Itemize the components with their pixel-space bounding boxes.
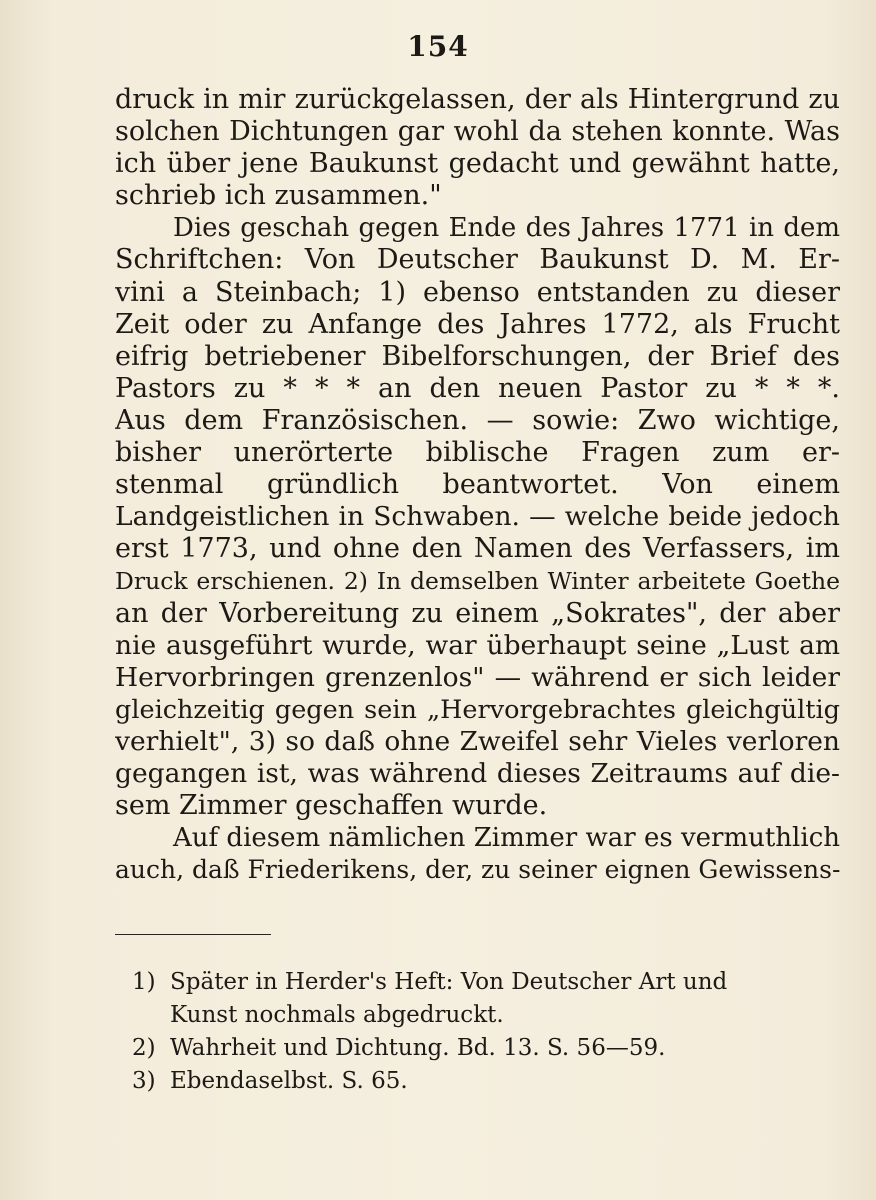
text-line: Aus dem Französischen. — sowie: Zwo wichtige, — [115, 404, 840, 436]
text-line: druck in mir zurückgelassen, der als Hintergrund zu — [115, 84, 840, 115]
text-line: Pastors zu * * * an den neuen Pastor zu * * *. — [115, 372, 840, 404]
footnote-2 — [132, 1032, 840, 1065]
text-line: Zeit oder zu Anfange des Jahres 1772, als Frucht — [115, 308, 840, 340]
text-line: solchen Dichtungen gar wohl da stehen konnte. Was — [115, 116, 840, 148]
text-line: erst 1773, und ohne den Namen des Verfassers, im — [115, 533, 840, 565]
text-line: Druck erschienen. 2) In demselben Winter arbeitete Goethe — [115, 567, 840, 596]
text-line: gleichzeitig gegen sein „Hervorgebrachtes gleichgültig — [115, 694, 840, 725]
text-line: schrieb ich zusammen." — [115, 180, 442, 212]
text-line: an der Vorbereitung zu einem „Sokrates", der aber — [115, 597, 840, 629]
text-line: Landgeistlichen in Schwaben. — welche beide jedoch — [115, 501, 840, 533]
body-text — [115, 84, 840, 886]
text-line: bisher unerörterte biblische Fragen zum er- — [115, 437, 840, 469]
text-line: ich über jene Baukunst gedacht und gewähnt hatte, — [115, 148, 840, 180]
text-line: Dies geschah gegen Ende des Jahres 1771 in dem — [173, 213, 840, 244]
footnote-number: 1) — [132, 969, 156, 995]
text-line: Auf diesem nämlichen Zimmer war es vermuthlich — [173, 823, 840, 854]
footnote-3 — [132, 1065, 840, 1098]
footnote-text: Später in Herder's Heft: Von Deutscher Art und — [170, 969, 728, 995]
text-line: verhielt", 3) so daß ohne Zweifel sehr Vieles verloren — [115, 725, 840, 757]
text-line: Hervorbringen grenzenlos" — während er sich leider — [115, 661, 840, 693]
text-line: nie ausgeführt wurde, war überhaupt seine „Lust am — [115, 629, 840, 661]
footnote-text: Wahrheit und Dichtung. Bd. 13. S. 56—59. — [170, 1035, 666, 1061]
text-line: eifrig betriebener Bibelforschungen, der Brief des — [115, 340, 840, 372]
text-line: auch, daß Friederikens, der, zu seiner eignen Gewissens- — [115, 855, 840, 885]
page-number: 154 — [407, 30, 469, 63]
footnote-divider — [115, 934, 271, 935]
text-line: vini a Steinbach; 1) ebenso entstanden zu dieser — [115, 276, 840, 308]
footnote-1 — [132, 966, 840, 999]
footnote-text: Ebendaselbst. S. 65. — [170, 1068, 408, 1094]
footnote-number: 3) — [132, 1068, 156, 1094]
text-line: sem Zimmer geschaffen wurde. — [115, 790, 548, 822]
text-line: gegangen ist, was während dieses Zeitraums auf die- — [115, 757, 840, 789]
footnote-number: 2) — [132, 1035, 156, 1061]
footnotes — [132, 966, 840, 1098]
footnote-1-continued: Kunst nochmals abgedruckt. — [170, 1002, 504, 1028]
text-line: stenmal gründlich beantwortet. Von einem — [115, 469, 840, 501]
text-line: Schriftchen: Von Deutscher Baukunst D. M. Er- — [115, 244, 840, 276]
